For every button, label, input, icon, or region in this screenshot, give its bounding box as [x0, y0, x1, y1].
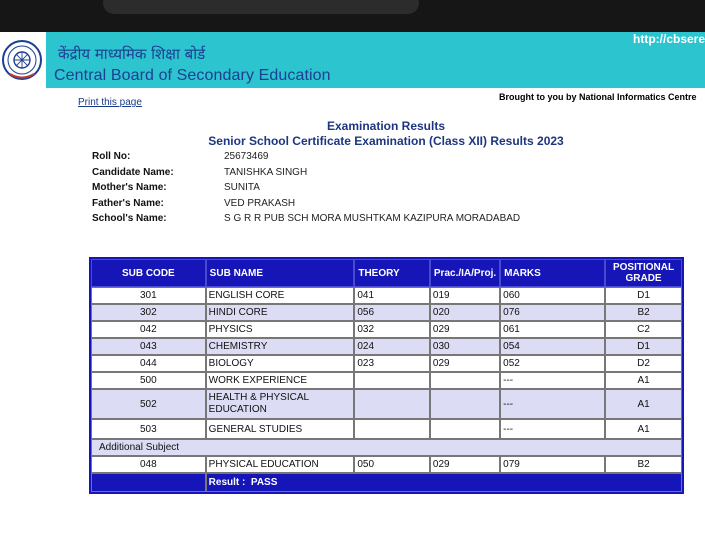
sub-name-cell: WORK EXPERIENCE — [206, 372, 355, 389]
sub-name-cell: GENERAL STUDIES — [206, 419, 355, 439]
header-banner — [0, 32, 705, 88]
sub-name-cell: PHYSICS — [206, 321, 355, 338]
header-practical: Prac./IA/Proj. — [430, 259, 500, 287]
marks-cell: --- — [500, 419, 605, 439]
theory-cell: 024 — [354, 338, 430, 355]
grade-cell: D2 — [605, 355, 682, 372]
print-page-link[interactable]: Print this page — [78, 97, 142, 108]
practical-cell: 029 — [430, 321, 500, 338]
table-row — [91, 419, 682, 439]
theory-cell: 041 — [354, 287, 430, 304]
board-hindi-title: केंद्रीय माध्यमिक शिक्षा बोर्ड — [58, 45, 206, 63]
sub-name-cell — [206, 389, 355, 419]
school-name-value: S G R R PUB SCH MORA MUSHTKAM KAZIPURA MORADABAD — [224, 213, 521, 224]
practical-cell — [430, 419, 500, 439]
cbse-seal-icon — [2, 34, 44, 86]
marks-cell: 054 — [500, 338, 605, 355]
table-row — [91, 372, 682, 389]
practical-cell: 020 — [430, 304, 500, 321]
practical-cell — [430, 389, 500, 419]
marks-cell: 079 — [500, 456, 605, 473]
theory-cell: 056 — [354, 304, 430, 321]
sub-code-cell: 503 — [91, 419, 206, 439]
sub-name-line1: HEALTH & PHYSICAL — [208, 392, 310, 403]
roll-no-label: Roll No: — [92, 151, 131, 162]
sub-code-cell: 500 — [91, 372, 206, 389]
table-header-row — [91, 259, 682, 287]
results-title: Examination Results — [326, 119, 446, 133]
table-row — [91, 389, 682, 419]
practical-cell — [430, 372, 500, 389]
sub-name-cell: BIOLOGY — [206, 355, 355, 372]
additional-subject-label: Additional Subject — [91, 439, 682, 456]
result-value: PASS — [250, 477, 278, 488]
practical-cell: 029 — [430, 456, 500, 473]
practical-cell: 019 — [430, 287, 500, 304]
browser-top-bar — [0, 0, 705, 32]
header-sub-code: SUB CODE — [91, 259, 206, 287]
board-english-title: Central Board of Secondary Education — [54, 67, 331, 84]
marks-cell: 061 — [500, 321, 605, 338]
father-name-label: Father's Name: — [92, 198, 164, 209]
grade-cell: C2 — [605, 321, 682, 338]
table-row — [91, 355, 682, 372]
theory-cell — [354, 372, 430, 389]
sub-code-cell: 044 — [91, 355, 206, 372]
site-url-text: http://cbsere — [633, 32, 705, 46]
theory-cell: 032 — [354, 321, 430, 338]
practical-cell: 029 — [430, 355, 500, 372]
sub-code-cell: 042 — [91, 321, 206, 338]
header-marks: MARKS — [500, 259, 605, 287]
table-row — [91, 456, 682, 473]
grade-cell: A1 — [605, 372, 682, 389]
marks-cell: 076 — [500, 304, 605, 321]
marks-table — [89, 257, 684, 494]
theory-cell: 050 — [354, 456, 430, 473]
credit-text: Brought to you by National Informatics Centre — [499, 92, 697, 102]
table-row — [91, 321, 682, 338]
marks-cell: --- — [500, 389, 605, 419]
exam-title: Senior School Certificate Examination (Class XII) Results 2023 — [208, 134, 564, 148]
sub-name-cell: PHYSICAL EDUCATION — [206, 456, 355, 473]
marks-cell: --- — [500, 372, 605, 389]
sub-name-cell: HINDI CORE — [206, 304, 355, 321]
marks-cell: 052 — [500, 355, 605, 372]
candidate-name-label: Candidate Name: — [92, 167, 174, 178]
school-name-label: School's Name: — [92, 213, 167, 224]
practical-cell: 030 — [430, 338, 500, 355]
grade-cell: B2 — [605, 456, 682, 473]
grade-cell: B2 — [605, 304, 682, 321]
result-blank-cell — [91, 473, 206, 492]
table-row — [91, 287, 682, 304]
mother-name-label: Mother's Name: — [92, 182, 167, 193]
theory-cell — [354, 419, 430, 439]
header-grade — [605, 259, 682, 287]
sub-name-cell: ENGLISH CORE — [206, 287, 355, 304]
sub-code-cell: 301 — [91, 287, 206, 304]
header-grade-line1: POSITIONAL — [612, 262, 675, 273]
table-row — [91, 338, 682, 355]
marks-cell: 060 — [500, 287, 605, 304]
header-grade-line2: GRADE — [625, 273, 662, 284]
mother-name-value: SUNITA — [224, 182, 260, 193]
result-label: Result : — [208, 477, 246, 488]
browser-address-pill[interactable] — [103, 0, 419, 14]
theory-cell — [354, 389, 430, 419]
roll-no-value: 25673469 — [224, 151, 269, 162]
theory-cell: 023 — [354, 355, 430, 372]
sub-code-cell: 048 — [91, 456, 206, 473]
grade-cell: D1 — [605, 338, 682, 355]
sub-name-cell: CHEMISTRY — [206, 338, 355, 355]
result-cell — [206, 473, 682, 492]
result-row — [91, 473, 682, 492]
candidate-name-value: TANISHKA SINGH — [224, 167, 308, 178]
sub-name-line2: EDUCATION — [208, 404, 267, 415]
table-row — [91, 304, 682, 321]
sub-code-cell: 043 — [91, 338, 206, 355]
father-name-value: VED PRAKASH — [224, 198, 296, 209]
grade-cell: D1 — [605, 287, 682, 304]
grade-cell: A1 — [605, 419, 682, 439]
sub-code-cell: 502 — [91, 389, 206, 419]
header-theory: THEORY — [354, 259, 430, 287]
header-sub-name: SUB NAME — [206, 259, 355, 287]
sub-code-cell: 302 — [91, 304, 206, 321]
grade-cell: A1 — [605, 389, 682, 419]
additional-subject-row — [91, 439, 682, 456]
